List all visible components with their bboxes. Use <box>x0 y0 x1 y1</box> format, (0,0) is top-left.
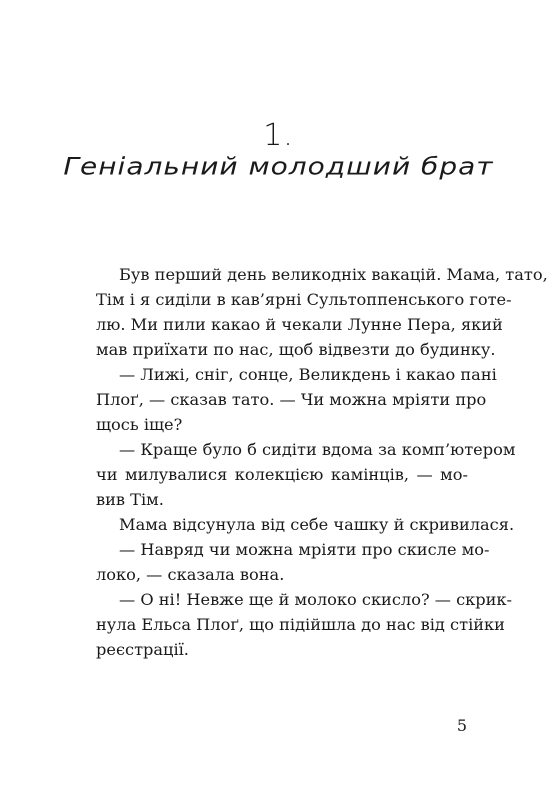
text-line: локо, — сказала вона. <box>96 565 285 584</box>
text-line: Мама відсунула від себе чашку й скривилася. <box>119 515 515 534</box>
paragraph <box>96 262 548 362</box>
text-line: Тім і я сиділи в кав’ярні Сультоппенського готе- <box>96 290 512 309</box>
text-line: Був перший день великодніх вакацій. Мама, тато, <box>119 265 548 284</box>
paragraph <box>96 537 490 587</box>
text-line: реєстрації. <box>96 640 189 659</box>
text-line: Плоґ, — сказав тато. — Чи можна мріяти про <box>96 390 487 409</box>
text-line: щось іще? <box>96 415 183 434</box>
text-line: — Краще було б сидіти вдома за комп’ютером <box>119 440 516 459</box>
text-line: чи милувалися колекцією камінців, — мо- <box>96 465 468 484</box>
text-line: мав приїхати по нас, щоб відвезти до будинку. <box>96 340 496 359</box>
text-line: нула Ельса Плоґ, що підійшла до нас від стійки <box>96 615 505 634</box>
text-line: — Лижі, сніг, сонце, Великдень і какао пані <box>119 365 497 384</box>
chapter-number: 1. <box>263 118 294 153</box>
paragraph <box>96 512 515 537</box>
text-line: — О ні! Невже ще й молоко скисло? — скрик- <box>119 590 513 609</box>
text-line: лю. Ми пили какао й чекали Лунне Пера, який <box>96 315 503 334</box>
page-number: 5 <box>456 716 467 735</box>
body-text <box>96 262 548 662</box>
paragraph <box>96 437 516 512</box>
paragraph <box>96 362 497 437</box>
paragraph <box>96 587 513 662</box>
text-line: вив Тім. <box>96 490 164 509</box>
text-line: — Навряд чи можна мріяти про скисле мо- <box>119 540 490 559</box>
chapter-title: Геніальний молодший брат <box>63 152 494 181</box>
